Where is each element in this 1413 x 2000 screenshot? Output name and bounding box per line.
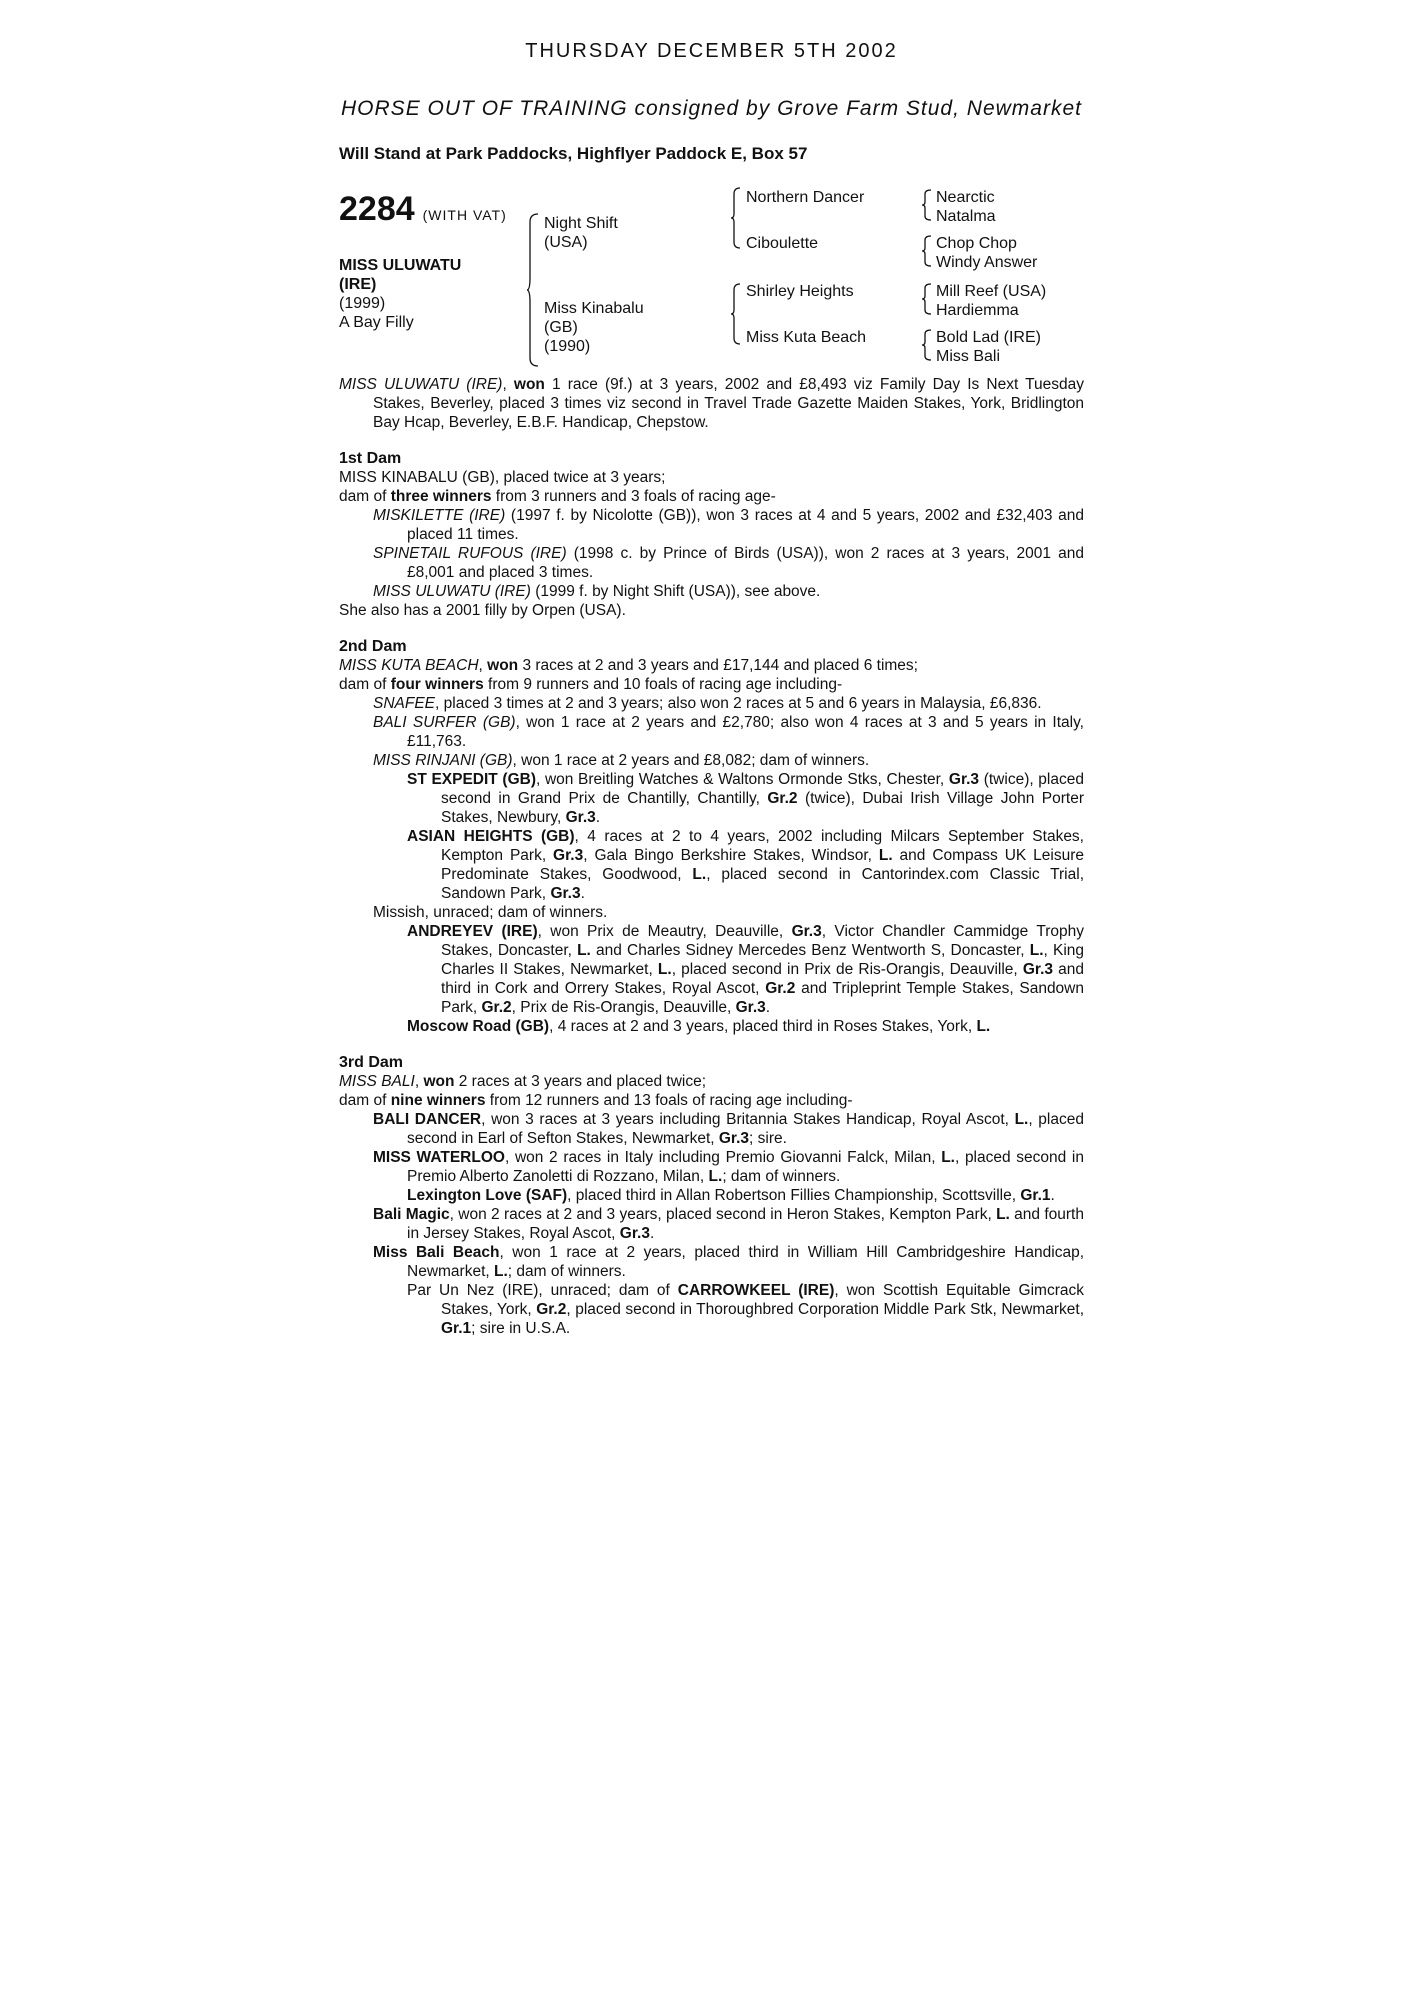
pedigree-brace-3d <box>921 328 933 362</box>
pedigree-brace-sire <box>730 186 742 250</box>
vat-note: (WITH VAT) <box>422 207 507 223</box>
first-dam-line: MISS KINABALU (GB), placed twice at 3 years; <box>339 469 666 486</box>
pedigree-brace-3b <box>921 234 933 268</box>
produce-entry: MISS WATERLOO, won 2 races in Italy including Premio Giovanni Falck, Milan, L., placed second in Premio Alberto Zanoletti di Rozzano, Milan, L.; dam of winners. <box>373 1149 1084 1185</box>
stand-location: Will Stand at Park Paddocks, Highflyer Paddock E, Box 57 <box>339 144 808 163</box>
horse-description: A Bay Filly <box>339 314 414 331</box>
pedigree-brace-3a <box>921 188 933 222</box>
produce-entry: BALI DANCER, won 3 races at 3 years including Britannia Stakes Handicap, Royal Ascot, L., placed second in Earl of Sefton Stakes, Newmarket, Gr.3; sire. <box>373 1111 1084 1147</box>
consignment-line: HORSE OUT OF TRAINING consigned by Grove Farm Stud, Newmarket <box>341 97 1082 120</box>
second-dam-line: MISS KUTA BEACH, won 3 races at 2 and 3 years and £17,144 and placed 6 times; <box>339 657 918 674</box>
produce-entry: Par Un Nez (IRE), unraced; dam of CARROWKEEL (IRE), won Scottish Equitable Gimcrack Stakes, York, Gr.2, placed second in Thoroughbred Corporation Middle Park Stk, Newmarket, Gr.1; sire in U.S.A. <box>407 1282 1085 1337</box>
produce-entry: SPINETAIL RUFOUS (IRE) (1998 c. by Prince of Birds (USA)), won 2 races at 3 years, 2001 and £8,001 and placed 3 times. <box>373 545 1084 581</box>
lot-number-block <box>339 190 507 229</box>
catalogue-body <box>339 375 1084 1338</box>
third-dam-line: MISS BALI, won 2 races at 3 years and placed twice; <box>339 1073 707 1090</box>
pedigree-sire-dam: Ciboulette <box>746 235 819 252</box>
pedigree-gen3-3: Mill Reef (USA) Hardiemma <box>936 283 1047 319</box>
produce-entry: Missish, unraced; dam of winners. <box>373 904 608 921</box>
sale-date: THURSDAY DECEMBER 5TH 2002 <box>525 40 898 62</box>
pedigree-dam-sire: Shirley Heights <box>746 283 854 300</box>
lot-number: 2284 <box>339 190 415 228</box>
produce-entry: Moscow Road (GB), 4 races at 2 and 3 years, placed third in Roses Stakes, York, L. <box>407 1018 991 1035</box>
produce-entry: MISS RINJANI (GB), won 1 race at 2 years and £8,082; dam of winners. <box>373 752 870 769</box>
horse-origin: (IRE) <box>339 276 377 293</box>
horse-year: (1999) <box>339 295 386 312</box>
horse-name: MISS ULUWATU <box>339 257 462 274</box>
pedigree-brace-dam <box>730 282 742 346</box>
first-dam-produce: dam of three winners from 3 runners and 3 foals of racing age- <box>339 488 776 505</box>
produce-entry: ASIAN HEIGHTS (GB), 4 races at 2 to 4 years, 2002 including Milcars September Stakes, Kempton Park, Gr.3, Gala Bingo Berkshire Stakes, Windsor, L. and Compass UK Leisure Predominate Stakes, Goodwood, L., placed second in Cantorindex.com Classic Trial, Sandown Park, Gr.3. <box>407 828 1084 902</box>
pedigree-dam: Miss Kinabalu (GB) (1990) <box>544 300 644 355</box>
second-dam-heading: 2nd Dam <box>339 638 407 655</box>
produce-entry: MISKILETTE (IRE) (1997 f. by Nicolotte (GB)), won 3 races at 4 and 5 years, 2002 and £32,403 and placed 11 times. <box>373 507 1084 543</box>
produce-entry: SNAFEE, placed 3 times at 2 and 3 years; also won 2 races at 5 and 6 years in Malaysia, £6,836. <box>373 695 1042 712</box>
produce-entry: MISS ULUWATU (IRE) (1999 f. by Night Shift (USA)), see above. <box>373 583 821 600</box>
pedigree-brace-3c <box>921 282 933 316</box>
pedigree-gen3-4: Bold Lad (IRE) Miss Bali <box>936 329 1041 365</box>
pedigree-dam-dam: Miss Kuta Beach <box>746 329 867 346</box>
pedigree-sire: Night Shift (USA) <box>544 215 618 251</box>
pedigree-sire-sire: Northern Dancer <box>746 189 865 206</box>
second-dam-produce: dam of four winners from 9 runners and 10 foals of racing age including- <box>339 676 843 693</box>
first-dam-heading: 1st Dam <box>339 450 402 467</box>
pedigree-brace-main <box>526 212 540 368</box>
race-summary: MISS ULUWATU (IRE), won 1 race (9f.) at 3 years, 2002 and £8,493 viz Family Day Is Next Tuesday Stakes, Beverley, placed 3 times viz second in Travel Trade Gazette Maiden Stakes, York, Bridlington Bay Hcap, Beverley, E.B.F. Handicap, Chepstow. <box>339 376 1084 431</box>
produce-entry: Miss Bali Beach, won 1 race at 2 years, placed third in William Hill Cambridgeshire Handicap, Newmarket, L.; dam of winners. <box>373 1244 1084 1280</box>
first-dam-note: She also has a 2001 filly by Orpen (USA). <box>339 602 626 619</box>
produce-entry: BALI SURFER (GB), won 1 race at 2 years and £2,780; also won 4 races at 3 and 5 years in Italy, £11,763. <box>373 714 1084 750</box>
produce-entry: Bali Magic, won 2 races at 2 and 3 years, placed second in Heron Stakes, Kempton Park, L. and fourth in Jersey Stakes, Royal Ascot, Gr.3. <box>373 1206 1084 1242</box>
third-dam-produce: dam of nine winners from 12 runners and 13 foals of racing age including- <box>339 1092 853 1109</box>
pedigree-gen3-2: Chop Chop Windy Answer <box>936 235 1038 271</box>
third-dam-heading: 3rd Dam <box>339 1054 404 1071</box>
produce-entry: Lexington Love (SAF), placed third in Allan Robertson Fillies Championship, Scottsville, Gr.1. <box>407 1187 1055 1204</box>
produce-entry: ANDREYEV (IRE), won Prix de Meautry, Deauville, Gr.3, Victor Chandler Cammidge Trophy Stakes, Doncaster, L. and Charles Sidney Mercedes Benz Wentworth S, Doncaster, L., King Charles II Stakes, Newmarket, L., placed second in Prix de Ris-Orangis, Deauville, Gr.3 and third in Cork and Orrery Stakes, Royal Ascot, Gr.2 and Tripleprint Temple Stakes, Sandown Park, Gr.2, Prix de Ris-Orangis, Deauville, Gr.3. <box>407 923 1085 1016</box>
pedigree-gen3-1: Nearctic Natalma <box>936 189 996 225</box>
produce-entry: ST EXPEDIT (GB), won Breitling Watches & Waltons Ormonde Stks, Chester, Gr.3 (twice), placed second in Grand Prix de Chantilly, Chantilly, Gr.2 (twice), Dubai Irish Village John Porter Stakes, Newbury, Gr.3. <box>407 771 1084 826</box>
horse-details <box>339 256 461 332</box>
